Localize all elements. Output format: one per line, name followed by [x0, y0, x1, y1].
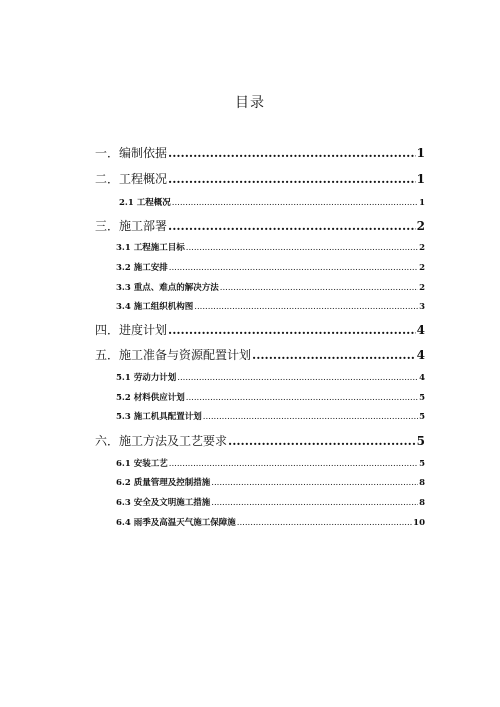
- toc-entry-5-3[interactable]: [116, 410, 425, 422]
- toc-entry-5-1[interactable]: [116, 371, 425, 383]
- toc-leader-dots: [177, 373, 418, 383]
- toc-entry-label: 6.2 质量管理及控制措施: [116, 478, 211, 488]
- toc-entry-4[interactable]: [95, 321, 425, 338]
- toc-entry-page: 5: [419, 459, 425, 469]
- toc-entry-page: 3: [419, 302, 425, 312]
- toc-entry-label: 五．施工准备与资源配置计划: [95, 348, 252, 362]
- toc-entry-page: 5: [416, 434, 425, 448]
- toc-entry-6-2[interactable]: [116, 476, 425, 488]
- toc-entry-page: 1: [419, 198, 425, 208]
- toc-entry-page: 2: [416, 219, 425, 233]
- toc-entry-page: 8: [419, 478, 425, 488]
- toc-leader-dots: [203, 412, 418, 422]
- toc-entry-page: 4: [419, 373, 425, 383]
- toc-leader-dots: [237, 518, 412, 528]
- toc-leader-dots: [172, 198, 418, 208]
- toc-entry-page: 4: [416, 323, 425, 337]
- toc-entry-2-1[interactable]: [119, 196, 425, 208]
- toc-entry-3[interactable]: [95, 217, 425, 234]
- toc-leader-dots: [211, 498, 418, 508]
- toc-entry-3-2[interactable]: [116, 261, 425, 273]
- toc-entry-5[interactable]: [95, 346, 425, 363]
- toc-entry-page: 1: [416, 146, 425, 160]
- toc-entry-6-3[interactable]: [116, 496, 425, 508]
- toc-entry-1[interactable]: [95, 144, 425, 161]
- toc-entry-6-4[interactable]: [116, 516, 425, 528]
- toc-entry-label: 3.4 施工组织机构图: [116, 302, 194, 312]
- toc-entry-page: 2: [419, 243, 425, 253]
- toc-leader-dots: [168, 323, 416, 337]
- toc-entry-label: 三．施工部署: [95, 219, 168, 233]
- toc-entry-3-3[interactable]: [116, 281, 425, 293]
- toc-leader-dots: [220, 283, 418, 293]
- toc-entry-label: 3.1 工程施工目标: [116, 243, 185, 253]
- toc-entry-5-2[interactable]: [116, 391, 425, 403]
- toc-entry-page: 2: [419, 283, 425, 293]
- toc-entry-6-1[interactable]: [116, 457, 425, 469]
- toc-entry-label: 一．编制依据: [95, 146, 168, 160]
- toc-entry-page: 8: [419, 498, 425, 508]
- toc-leader-dots: [169, 263, 418, 273]
- toc-entry-label: 六．施工方法及工艺要求: [95, 434, 228, 448]
- toc-entry-6[interactable]: [95, 432, 425, 449]
- toc-entry-label: 5.2 材料供应计划: [116, 393, 185, 403]
- toc-entry-label: 二．工程概况: [95, 172, 168, 186]
- toc-entry-page: 5: [419, 412, 425, 422]
- toc-entry-3-4[interactable]: [116, 300, 425, 312]
- toc-entry-label: 5.1 劳动力计划: [116, 373, 177, 383]
- toc-entry-label: 6.1 安装工艺: [116, 459, 168, 469]
- toc-leader-dots: [194, 302, 418, 312]
- toc-leader-dots: [186, 393, 418, 403]
- toc-entry-page: 2: [419, 263, 425, 273]
- toc-entry-label: 四．进度计划: [95, 323, 168, 337]
- toc-entry-3-1[interactable]: [116, 241, 425, 253]
- toc-leader-dots: [168, 172, 416, 186]
- toc-entry-label: 2.1 工程概况: [119, 198, 171, 208]
- toc-entry-page: 1: [416, 172, 425, 186]
- toc-entry-label: 6.3 安全及文明施工措施: [116, 498, 211, 508]
- toc-leader-dots: [211, 478, 418, 488]
- toc-entry-label: 5.3 施工机具配置计划: [116, 412, 202, 422]
- toc-entry-label: 6.4 雨季及高温天气施工保障施: [116, 518, 236, 528]
- toc-leader-dots: [168, 219, 416, 233]
- toc-leader-dots: [252, 348, 416, 362]
- toc-leader-dots: [228, 434, 416, 448]
- toc-entry-page: 10: [413, 518, 425, 528]
- toc-entry-page: 4: [416, 348, 425, 362]
- toc-leader-dots: [186, 243, 418, 253]
- toc-entry-2[interactable]: [95, 170, 425, 187]
- toc-entry-page: 5: [419, 393, 425, 403]
- toc-title: 目录: [235, 95, 265, 111]
- toc-leader-dots: [168, 146, 416, 160]
- toc-entry-label: 3.3 重点、难点的解决方法: [116, 283, 219, 293]
- toc-leader-dots: [169, 459, 418, 469]
- toc-entry-label: 3.2 施工安排: [116, 263, 168, 273]
